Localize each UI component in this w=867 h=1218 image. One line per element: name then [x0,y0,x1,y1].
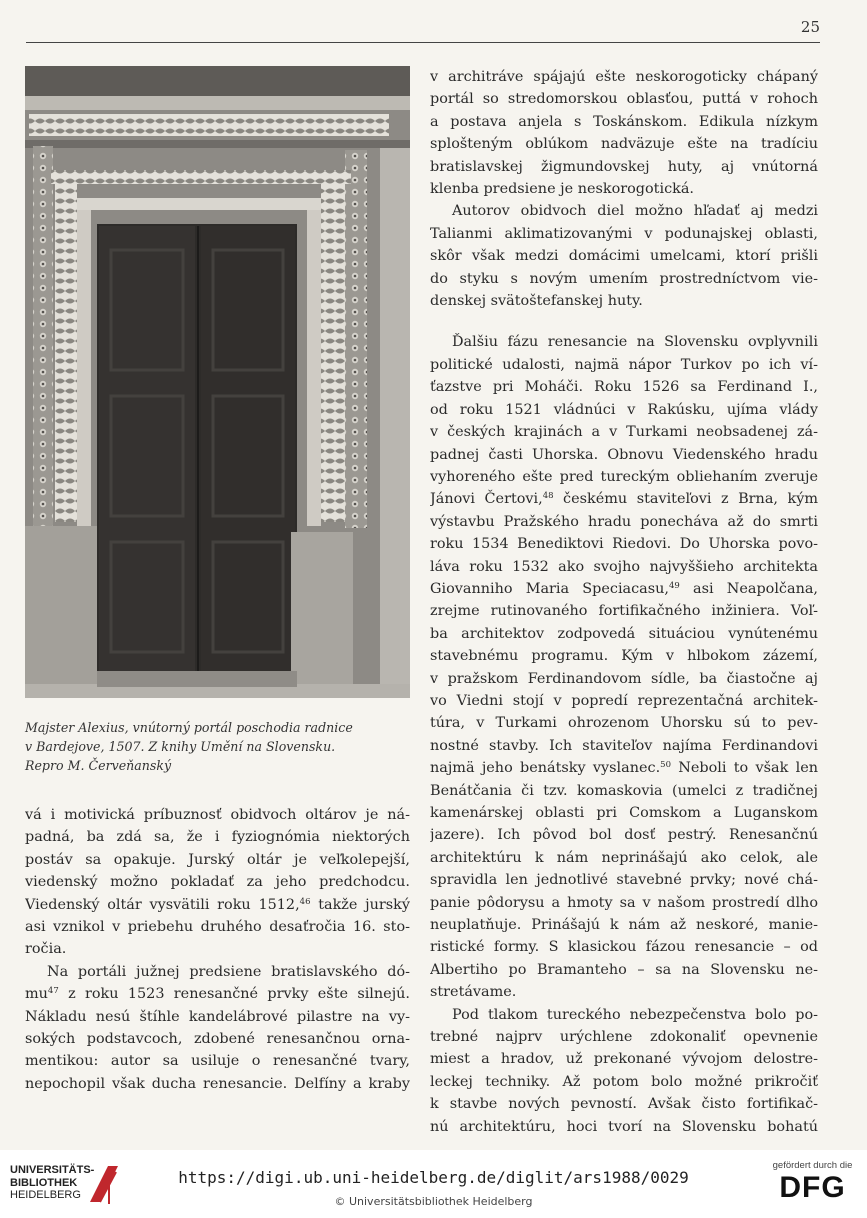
text-run: portál so stredomorskou oblasťou, puttá v rohoch [430,91,818,108]
text-run: Jánovi Čertovi, [430,491,543,508]
text-line [25,1006,410,1028]
text-run: Nákladu nesú štíhle kandelábrové pilastre na vy- [25,1008,410,1025]
text-line [430,600,818,622]
text-line [430,757,818,779]
text-run: stavebnému programu. Kým v hlbokom zázemí, [430,648,818,665]
text-run: viedenský možno pokladať za jeho predchodcu. [25,874,410,891]
text-run: Autorov obidvoch diel možno hľadať aj medzi [452,203,818,220]
footer-copyright: © Universitätsbibliothek Heidelberg [334,1195,533,1208]
text-run: padnej časti Uhorska. Obnovu Viedenského hradu [430,446,818,463]
text-line [25,871,410,893]
text-line [430,66,818,88]
paragraph-gap [430,312,818,331]
library-logo-line: HEIDELBERG [10,1189,81,1201]
text-run: Albertiho po Bramanteho – sa na Slovensku ne- [430,961,818,978]
text-line [430,1026,818,1048]
footer-bar [0,1150,867,1218]
text-line [430,354,818,376]
text-run: klenba predsiene je neskorogotická. [430,181,694,198]
figure-caption [25,718,410,775]
text-line [430,1004,818,1026]
text-run: ročia. [25,941,67,958]
dfg-logo [770,1160,855,1205]
text-line [25,804,410,826]
text-run: roku 1534 Benediktovi Riedovi. Do Uhorska povo- [430,536,818,553]
text-run: v pražskom Ferdinandovom sídle, ba čiastočne aj [430,670,818,687]
text-line [430,268,818,290]
text-line [430,488,818,510]
text-run: Neboli to však len [671,760,818,777]
text-run: vá i motivická príbuznosť obidvoch oltárov je ná- [25,807,410,823]
text-line [430,735,818,757]
text-line [25,916,410,938]
right-text-column [430,66,818,1138]
footnote-ref: 48 [542,491,554,502]
text-run: architektúru k nám neprinášajú ako celok, ale [430,849,818,866]
text-run: Viedenský oltár vysvätili roku 1512, [25,896,300,913]
page-number: 25 [800,18,820,36]
dfg-wordmark: DFG [779,1171,846,1204]
text-line [430,290,818,312]
text-line [430,223,818,245]
text-run: Na portáli južnej predsiene bratislavského dó- [47,963,410,980]
text-run: splošteným oblúkom nadväzuje ešte na tradíciu [430,136,818,153]
text-run: výstavbu Pražského hradu ponecháva až do smrti [430,513,818,530]
text-line [430,511,818,533]
text-run: jazere). Ich pôvod bol dosť pestrý. Renesančnú [430,827,818,844]
text-line [430,802,818,824]
text-run: vyhoreného ešte pred tureckým obliehaním zveruje [430,468,818,485]
text-run: nú architektúru, hoci tvorí na Slovensku bohatú [430,1118,818,1135]
text-run: vo Viedni stojí v popredí reprezentačná architek- [430,692,818,709]
text-line [430,936,818,958]
text-line [430,399,818,421]
text-line [430,245,818,267]
text-run: českému staviteľovi z Brna, kým [553,491,818,508]
text-run: v českých krajinách a v Turkami neobsadenej zá- [430,424,818,441]
text-line [25,826,410,848]
text-run: a postava anjela s Toskánskom. Edikula nízkym [430,113,818,130]
text-run: z roku 1523 renesančné prvky ešte silnejú. [58,986,410,1003]
caption-line: v Bardejove, 1507. Z knihy Umění na Slovensku. [25,739,336,754]
text-run: ťazstve pri Moháči. Roku 1526 sa Ferdinand I., [430,379,818,396]
text-line [430,914,818,936]
text-run: asi vznikol v priebehu druhého desaťročia 16. sto- [25,919,410,936]
text-line [25,1028,410,1050]
text-line [430,869,818,891]
text-run: od roku 1521 vládnúci v Rakúsku, ujíma vlády [430,401,818,418]
text-line [430,421,818,443]
text-run: bratislavskej žigmundovskej huty, aj vnútorná [430,158,818,175]
text-run: kamenárskej oblasti pri Comskom a Luganskom [430,805,818,821]
text-run: nostné stavby. Ich staviteľov najíma Ferdinandovi [430,737,818,754]
footnote-ref: 47 [47,986,59,997]
text-run: zrejme rutinovaného fortifikačného inžiniera. Voľ- [430,603,818,620]
text-run: miest a hradov, už prekonané vývojom delostre- [430,1051,818,1068]
text-line [430,376,818,398]
text-line [430,892,818,914]
text-run: Benátčania či tzv. komaskovia (umelci z tradičnej [430,782,818,799]
text-run: Pod tlakom tureckého nebezpečenstva bolo po- [452,1006,818,1023]
text-line [430,623,818,645]
text-run: leckej techniky. Až potom bolo možné prikročiť [430,1073,818,1090]
sponsor-note: gefördert durch die [772,1160,853,1171]
text-run: túra, v Turkami ohrozenom Uhorsku sú to pev- [430,715,818,732]
text-run: Ďalšiu fázu renesancie na Slovensku ovplyvnili [452,334,818,351]
portal-photo [25,66,410,698]
text-run: trebné najprv urýchlene zdokonaliť opevnenie [430,1029,818,1046]
text-line [430,111,818,133]
text-line [430,780,818,802]
text-line [430,578,818,600]
text-run: denskej svätoštefanskej huty. [430,293,643,310]
text-line [430,466,818,488]
text-line [25,1073,410,1095]
text-run: postáv sa opakuje. Jurský oltár je veľkolepejší, [25,851,410,868]
text-run: mentikou: autor sa usiluje o renesančné tvary, [25,1053,410,1070]
text-line [430,156,818,178]
text-line [430,847,818,869]
left-text-column [25,804,410,1095]
text-run: padná, ba zdá sa, že i fyziognómia niektorých [25,829,410,846]
caption-line: Repro M. Červeňanský [25,758,172,773]
top-rule [26,42,820,43]
text-run: do styku s novým umením prostredníctvom vie- [430,270,818,287]
text-run: nepochopil však ducha renesancie. Delfíny a kraby [25,1075,410,1092]
text-line [430,981,818,1003]
text-line [430,533,818,555]
text-run: takže jurský [310,896,410,913]
library-logo-line: UNIVERSITÄTS- [10,1164,95,1176]
text-line [430,88,818,110]
text-line [25,849,410,871]
text-line [430,200,818,222]
caption-line: Majster Alexius, vnútorný portál poschodia radnice [25,720,353,735]
text-line [430,1093,818,1115]
text-run: stretávame. [430,984,517,1001]
text-line [430,645,818,667]
text-run: Giovanniho Maria Speciacasu, [430,580,669,597]
footnote-ref: 46 [299,896,311,907]
text-line [430,331,818,353]
text-run: asi Neapolčana, [679,580,818,597]
text-line [25,938,410,960]
text-line [25,983,410,1005]
text-line [430,690,818,712]
text-line [25,1050,410,1072]
text-run: v architráve spájajú ešte neskorogoticky chápaný [430,69,818,85]
footnote-ref: 50 [660,760,671,771]
text-run: ristické formy. S klasickou fázou renesancie – od [430,939,818,956]
text-run: ba architektov zodpovedá situáciou vynútenému [430,625,818,642]
text-run: spravidla len jednotlivé stavebné prvky; nové chá- [430,872,818,889]
text-line [430,1048,818,1070]
text-line [25,894,410,916]
text-run: neuplatňuje. Prinášajú k nám až neskoré, manie- [430,917,818,934]
text-run: sokých podstavcoch, zdobené renesančnou orna- [25,1031,410,1048]
text-line [430,133,818,155]
library-logo-line: BIBLIOTHEK [10,1176,78,1189]
text-run: Talianmi aklimatizovanými v podunajskej oblasti, [430,225,818,242]
text-line [430,959,818,981]
text-line [430,556,818,578]
text-line [25,961,410,983]
text-run: najmä jeho benátsky vyslanec. [430,760,661,777]
text-line [430,824,818,846]
text-line [430,178,818,200]
text-line [430,668,818,690]
text-line [430,1071,818,1093]
text-run: k stavbe nových pevností. Avšak čisto fortifikač- [430,1096,818,1113]
text-line [430,712,818,734]
text-run: panie pôdorysu a hmoty sa v našom prostredí dlho [430,894,818,911]
footer-url-link[interactable]: https://digi.ub.uni-heidelberg.de/diglit/ars1988/0029 [178,1168,689,1187]
text-line [430,1116,818,1138]
text-line [430,444,818,466]
text-run: skôr však medzi domácimi umelcami, ktorí prišli [430,248,818,265]
text-run: mu [25,986,48,1003]
text-run: politické udalosti, najmä nápor Turkov po ich ví- [430,356,818,373]
footnote-ref: 49 [669,580,680,591]
text-run: láva roku 1532 ako svojho najvyššieho architekta [430,558,818,575]
